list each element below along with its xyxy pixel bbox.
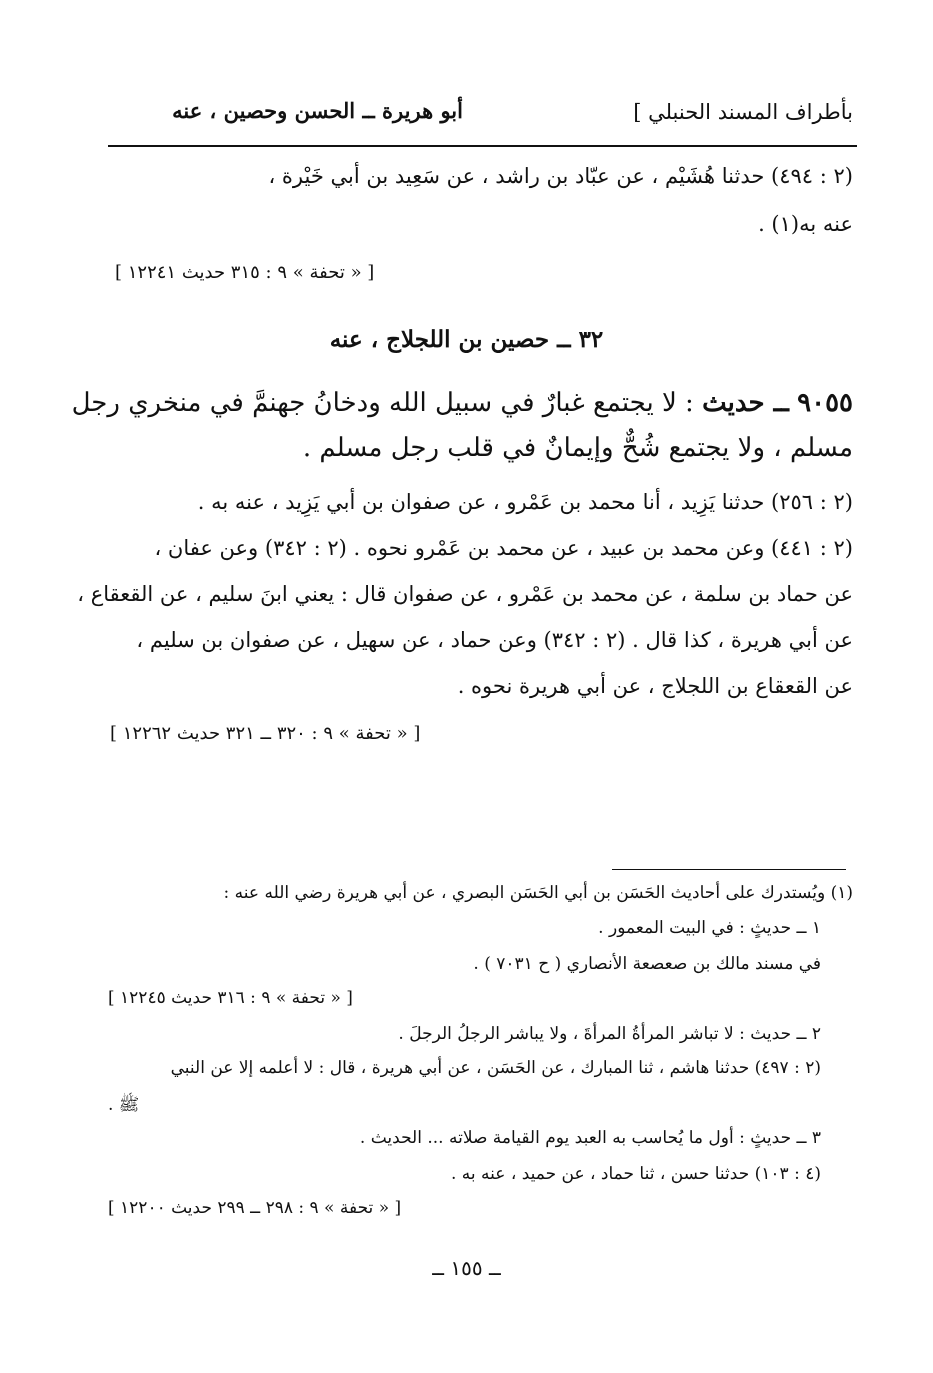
page-number: ــ ١٥٥ ــ <box>432 1256 501 1280</box>
running-header-book-title: بأطراف المسند الحنبلي ] <box>633 100 853 124</box>
footnote-line: (٤ : ١٠٣) حدثنا حسن ، ثنا حماد ، عن حميد ، عنه به . <box>450 1164 821 1184</box>
footnote-line: (٢ : ٤٩٧) حدثنا هاشم ، ثنا المبارك ، عن الحَسَن ، عن أبي هريرة ، قال : لا أعلمه إلا عن النبي <box>170 1058 821 1078</box>
tuhfa-reference: [ « تحفة » ٩ : ٣١٥ حديث ١٢٢٤١ ] <box>115 262 375 283</box>
hadith-label: ــ حديث <box>702 388 789 418</box>
chain-line: عن القعقاع بن اللجلاج ، عن أبي هريرة نحوه . <box>457 674 853 698</box>
hadith-line: مسلم ، ولا يجتمع شُحٌّ وإيمانٌ في قلب رجل مسلم . <box>302 433 853 463</box>
tuhfa-reference: [ « تحفة » ٩ : ٢٩٨ ــ ٢٩٩ حديث ١٢٢٠٠ ] <box>108 1198 402 1218</box>
tuhfa-reference: [ « تحفة » ٩ : ٣٢٠ ــ ٣٢١ حديث ١٢٢٦٢ ] <box>110 723 421 744</box>
hadith-number: ٩٠٥٥ <box>797 388 853 418</box>
running-header-chapter-title: أبو هريرة ــ الحسن وحصين ، عنه <box>172 98 463 123</box>
footnote-line: في مسند مالك بن صعصعة الأنصاري ( ح ٧٠٣١ ) . <box>473 954 821 974</box>
section-heading: ٣٢ ــ حصين بن اللجلاج ، عنه <box>329 326 604 353</box>
tuhfa-reference: [ « تحفة » ٩ : ٣١٦ حديث ١٢٢٤٥ ] <box>108 988 353 1008</box>
chain-line: (٢ : ٢٥٦) حدثنا يَزِيد ، أنا محمد بن عَمْرو ، عن صفوان بن أبي يَزِيد ، عنه به . <box>197 490 853 514</box>
header-rule <box>108 145 857 147</box>
footnote-intro: (١) ويُستدرك على أحاديث الحَسَن بن أبي الحَسَن البصري ، عن أبي هريرة رضي الله عنه : <box>223 883 853 903</box>
chain-line: عن حماد بن سلمة ، عن محمد بن عَمْرو ، عن صفوان قال : يعني ابنَ سليم ، عن القعقاع ، <box>77 582 853 606</box>
footnote-item: ١ ــ حديثٍ : في البيت المعمور . <box>598 918 821 938</box>
chain-line: (٢ : ٤٤١) وعن محمد بن عبيد ، عن محمد بن عَمْرو نحوه . (٢ : ٣٤٢) وعن عفان ، <box>154 536 853 560</box>
footnote-line: ﷺ . <box>108 1095 140 1115</box>
hadith-line <box>72 388 853 418</box>
hadith-text: : لا يجتمع غبارٌ في سبيل الله ودخانُ جهنمَّ في منخري رجل <box>71 388 694 418</box>
chain-line: عن أبي هريرة ، كذا قال . (٢ : ٣٤٢) وعن حماد ، عن سهيل ، عن صفوان بن سليم ، <box>136 628 853 652</box>
footnote-rule <box>612 869 846 870</box>
chain-line: عنه به(١) . <box>758 212 853 236</box>
footnote-item: ٢ ــ حديث : لا تباشر المرأةُ المرأةَ ، ولا يباشر الرجلُ الرجلَ . <box>398 1024 821 1044</box>
footnote-item: ٣ ــ حديثٍ : أول ما يُحاسب به العبد يوم القيامة صلاته ... الحديث . <box>359 1128 821 1148</box>
chain-line: (٢ : ٤٩٤) حدثنا هُشَيْم ، عن عبّاد بن راشد ، عن سَعِيد بن أبي خَيْرة ، <box>268 164 853 188</box>
